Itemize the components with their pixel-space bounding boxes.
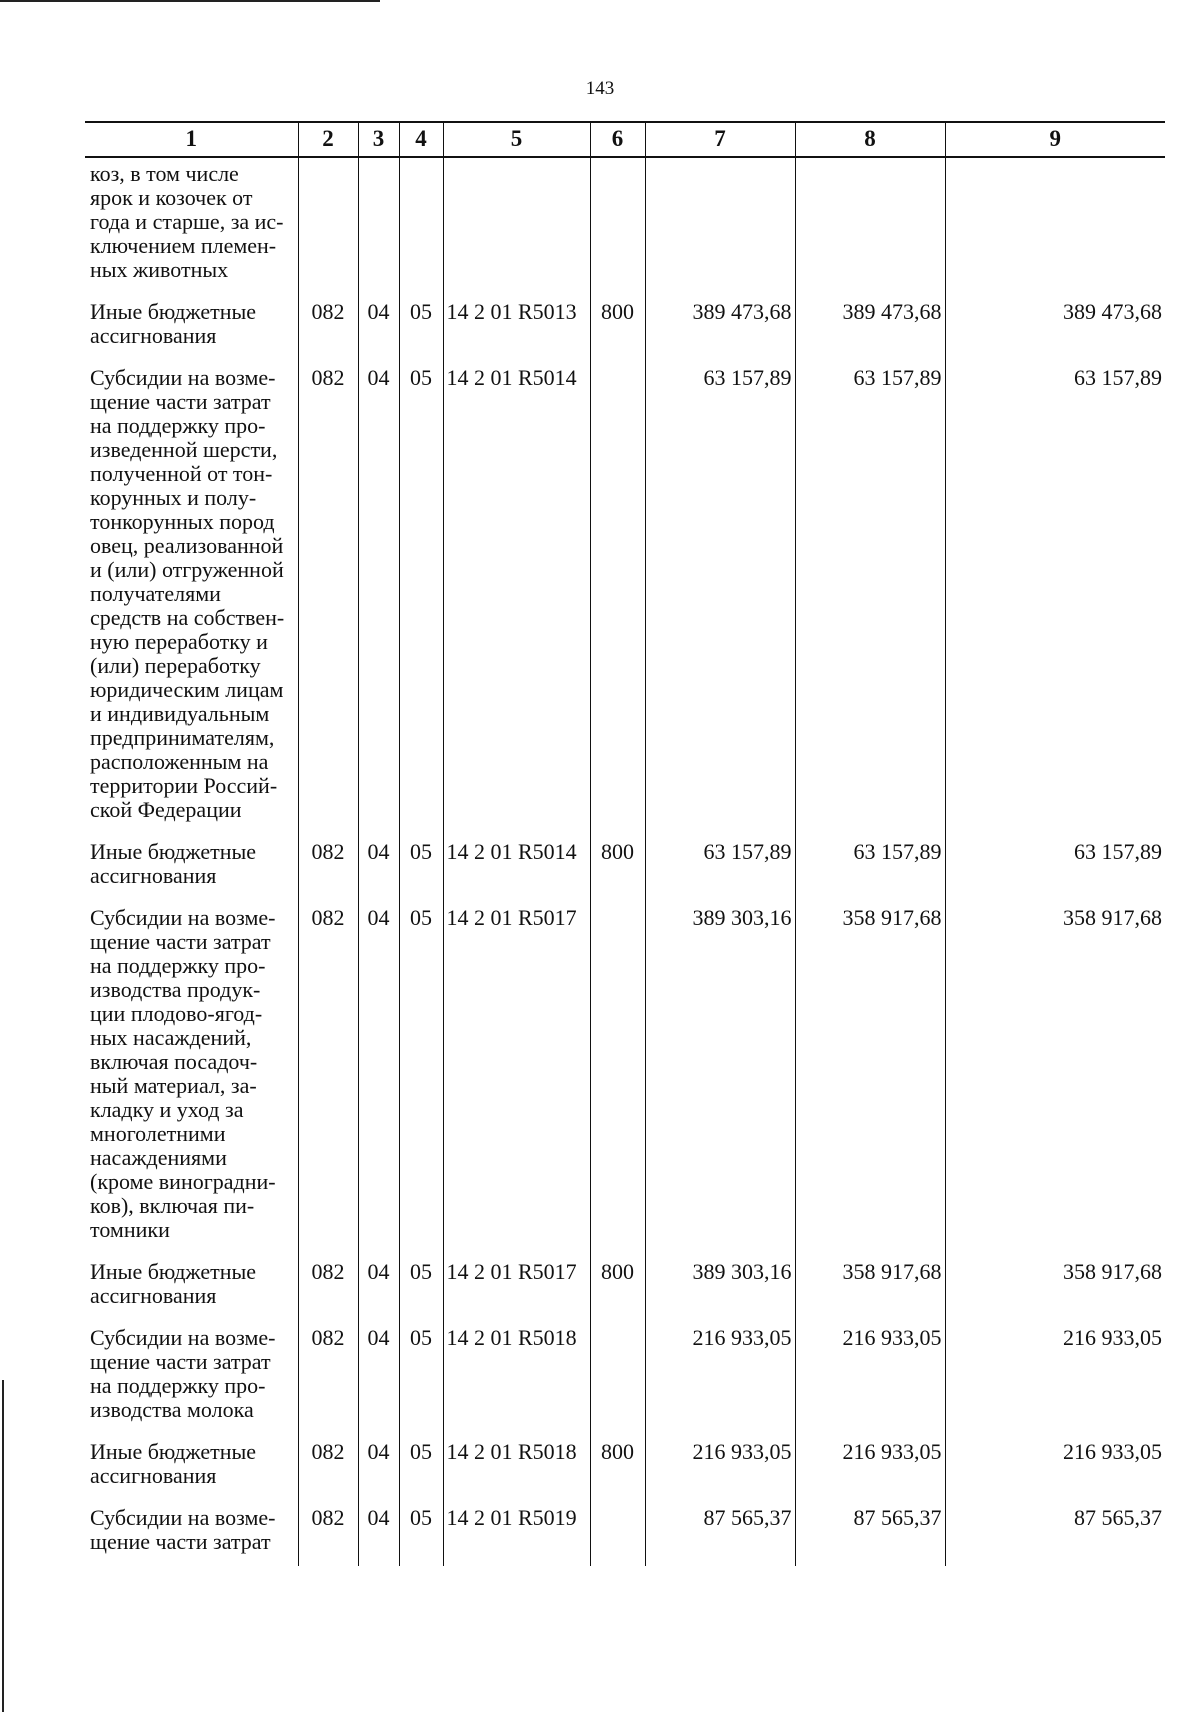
cell-target-article: 14 2 01 R5014 xyxy=(443,834,590,900)
cell-amount-col9: 389 473,68 xyxy=(945,294,1165,360)
cell-subsection: 05 xyxy=(399,1254,443,1320)
cell-subsection: 05 xyxy=(399,1500,443,1566)
table-header-row xyxy=(85,122,1165,157)
row-name: Иные бюджетные ассигнования xyxy=(90,1259,257,1308)
cell-admin-code: 082 xyxy=(298,1320,358,1434)
row-name: коз, в том числе ярок и козочек от года и старше, за ис- ключением племен- ных животных xyxy=(90,161,284,282)
cell-target-article: 14 2 01 R5019 xyxy=(443,1500,590,1566)
cell-section: 04 xyxy=(358,1500,399,1566)
header-col-5: 5 xyxy=(443,122,590,157)
cell-amount-col8: 389 473,68 xyxy=(795,294,945,360)
cell-amount-col9 xyxy=(945,157,1165,294)
cell-admin-code: 082 xyxy=(298,1434,358,1500)
cell-amount-col9: 216 933,05 xyxy=(945,1434,1165,1500)
cell-target-article: 14 2 01 R5017 xyxy=(443,1254,590,1320)
cell-amount-col8: 216 933,05 xyxy=(795,1320,945,1434)
cell-amount-col9: 216 933,05 xyxy=(945,1320,1165,1434)
header-col-2: 2 xyxy=(298,122,358,157)
cell-expense-type: 800 xyxy=(590,834,645,900)
cell-amount-col8: 216 933,05 xyxy=(795,1434,945,1500)
header-col-4: 4 xyxy=(399,122,443,157)
cell-subsection: 05 xyxy=(399,1434,443,1500)
cell-amount-col7 xyxy=(645,157,795,294)
cell-amount-col7: 389 303,16 xyxy=(645,1254,795,1320)
cell-expense-type: 800 xyxy=(590,294,645,360)
cell-expense-type xyxy=(590,1320,645,1434)
table-row xyxy=(85,1320,1165,1434)
cell-amount-col9: 63 157,89 xyxy=(945,834,1165,900)
cell-target-article: 14 2 01 R5014 xyxy=(443,360,590,834)
header-col-7: 7 xyxy=(645,122,795,157)
cell-admin-code: 082 xyxy=(298,834,358,900)
cell-section xyxy=(358,157,399,294)
row-name: Иные бюджетные ассигнования xyxy=(90,299,257,348)
header-col-9: 9 xyxy=(945,122,1165,157)
cell-amount-col8: 63 157,89 xyxy=(795,360,945,834)
table-row xyxy=(85,360,1165,834)
table-row xyxy=(85,900,1165,1254)
cell-amount-col7: 87 565,37 xyxy=(645,1500,795,1566)
cell-subsection: 05 xyxy=(399,834,443,900)
header-col-6: 6 xyxy=(590,122,645,157)
cell-amount-col8: 87 565,37 xyxy=(795,1500,945,1566)
cell-admin-code: 082 xyxy=(298,360,358,834)
cell-expense-type xyxy=(590,1500,645,1566)
cell-target-article: 14 2 01 R5018 xyxy=(443,1320,590,1434)
cell-amount-col9: 87 565,37 xyxy=(945,1500,1165,1566)
cell-section: 04 xyxy=(358,1434,399,1500)
cell-subsection: 05 xyxy=(399,294,443,360)
cell-target-article: 14 2 01 R5013 xyxy=(443,294,590,360)
row-name: Субсидии на возме- щение части затрат на поддержку про- изведенной шерсти, полученной от тон- корунных и полу- тонкорунных пород овец, реализованной и (или) отгруженной получателями средств на собствен- ную переработку и (или) переработку юридическим лицам и индивидуальным предпринимателям, расположенным на территории Россий- ской Федерации xyxy=(90,365,285,822)
cell-amount-col8: 63 157,89 xyxy=(795,834,945,900)
page-number: 143 xyxy=(585,78,615,99)
cell-amount-col7: 216 933,05 xyxy=(645,1434,795,1500)
cell-amount-col8 xyxy=(795,157,945,294)
cell-expense-type xyxy=(590,157,645,294)
cell-section: 04 xyxy=(358,834,399,900)
cell-expense-type: 800 xyxy=(590,1434,645,1500)
cell-amount-col7: 389 473,68 xyxy=(645,294,795,360)
table-row xyxy=(85,1500,1165,1566)
table-row xyxy=(85,1254,1165,1320)
scan-edge-left xyxy=(2,1380,4,1712)
cell-subsection: 05 xyxy=(399,900,443,1254)
cell-amount-col7: 63 157,89 xyxy=(645,360,795,834)
header-col-3: 3 xyxy=(358,122,399,157)
cell-expense-type: 800 xyxy=(590,1254,645,1320)
cell-expense-type xyxy=(590,900,645,1254)
table-row xyxy=(85,1434,1165,1500)
cell-admin-code: 082 xyxy=(298,1254,358,1320)
cell-admin-code: 082 xyxy=(298,900,358,1254)
table-row xyxy=(85,834,1165,900)
budget-table xyxy=(85,121,1165,1566)
row-name: Иные бюджетные ассигнования xyxy=(90,1439,257,1488)
cell-amount-col9: 358 917,68 xyxy=(945,1254,1165,1320)
cell-subsection: 05 xyxy=(399,1320,443,1434)
row-name: Субсидии на возме- щение части затрат на поддержку про- изводства молока xyxy=(90,1325,276,1422)
table-row xyxy=(85,294,1165,360)
header-col-8: 8 xyxy=(795,122,945,157)
cell-amount-col7: 389 303,16 xyxy=(645,900,795,1254)
cell-amount-col8: 358 917,68 xyxy=(795,900,945,1254)
row-name: Субсидии на возме- щение части затрат xyxy=(90,1505,276,1554)
cell-section: 04 xyxy=(358,360,399,834)
cell-amount-col7: 216 933,05 xyxy=(645,1320,795,1434)
cell-expense-type xyxy=(590,360,645,834)
cell-section: 04 xyxy=(358,1320,399,1434)
row-name: Иные бюджетные ассигнования xyxy=(90,839,257,888)
cell-admin-code: 082 xyxy=(298,1500,358,1566)
cell-target-article: 14 2 01 R5018 xyxy=(443,1434,590,1500)
cell-amount-col9: 63 157,89 xyxy=(945,360,1165,834)
cell-admin-code: 082 xyxy=(298,294,358,360)
cell-admin-code xyxy=(298,157,358,294)
cell-amount-col7: 63 157,89 xyxy=(645,834,795,900)
row-name: Субсидии на возме- щение части затрат на поддержку про- изводства продук- ции плодово-ягод- ных насаждений, включая посадоч- ный материал, за- кладку и уход за многолетними насаждениями (кроме виноградни- ков), включая пи- томники xyxy=(90,905,276,1242)
cell-subsection: 05 xyxy=(399,360,443,834)
cell-target-article: 14 2 01 R5017 xyxy=(443,900,590,1254)
cell-section: 04 xyxy=(358,1254,399,1320)
cell-section: 04 xyxy=(358,294,399,360)
cell-section: 04 xyxy=(358,900,399,1254)
scan-edge-top xyxy=(0,0,380,2)
cell-target-article xyxy=(443,157,590,294)
table-row xyxy=(85,157,1165,294)
cell-subsection xyxy=(399,157,443,294)
cell-amount-col8: 358 917,68 xyxy=(795,1254,945,1320)
header-col-1: 1 xyxy=(85,122,298,157)
cell-amount-col9: 358 917,68 xyxy=(945,900,1165,1254)
